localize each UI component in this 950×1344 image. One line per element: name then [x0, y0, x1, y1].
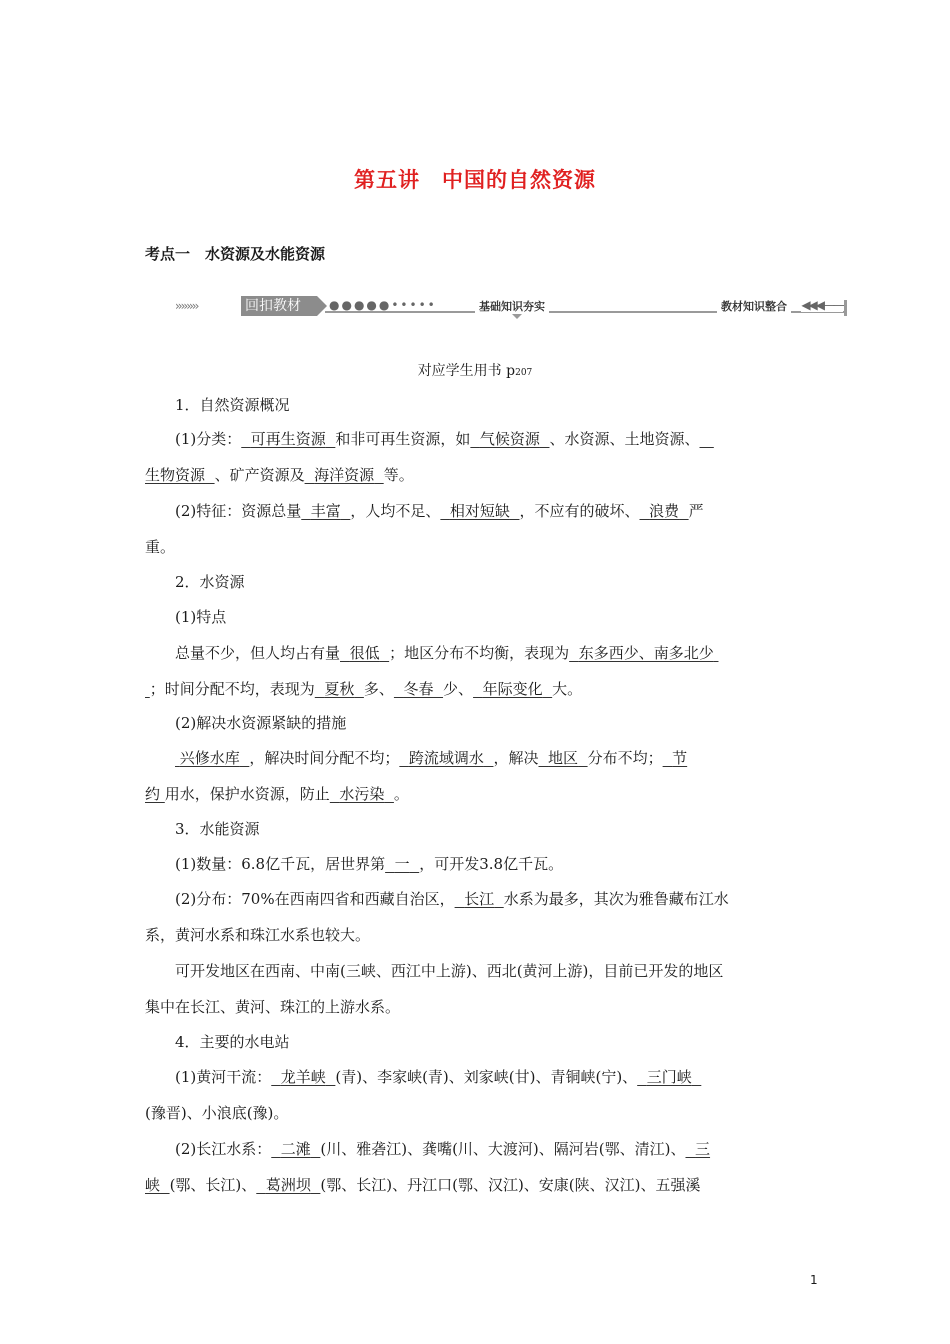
answer-blank — [385, 854, 419, 874]
triangle-down-icon — [512, 314, 522, 319]
text-segment: 。 — [393, 785, 409, 803]
answer-text: 三 — [695, 1140, 711, 1158]
answer-text: 节 — [672, 749, 688, 767]
answer-text: 夏秋 — [324, 680, 355, 698]
answer-blank — [305, 465, 384, 485]
text-line: 集中在长江、黄河、珠江的上游水系。 — [145, 998, 401, 1016]
subheading: (1)特点 — [175, 608, 227, 626]
answer-blank — [241, 429, 335, 449]
answer-blank — [663, 748, 688, 768]
text-line: (豫晋)、小浪底(豫)。 — [145, 1104, 289, 1122]
answer-blank — [640, 501, 689, 521]
banner-middle-label: 基础知识夯实 — [475, 298, 549, 314]
page-title: 第五讲 中国的自然资源 — [354, 168, 596, 192]
answer-text: 生物资源 — [145, 466, 206, 484]
answer-text: 跨流域调水 — [408, 749, 484, 767]
answer-blank — [569, 643, 718, 663]
answer-blank — [145, 1175, 170, 1195]
answer-text: 约 — [145, 785, 161, 803]
answer-text: 海洋资源 — [314, 466, 375, 484]
reference-page: 207 — [515, 368, 533, 378]
text-line — [175, 854, 563, 874]
text-segment: (1)分类： — [175, 430, 242, 448]
answer-blank — [340, 643, 389, 663]
banner-end-bar — [844, 300, 847, 316]
text-segment: (青)、李家峡(青)、刘家峡(甘)、青铜峡(宁)、 — [335, 1068, 638, 1086]
text-segment: 少、 — [443, 680, 474, 698]
answer-blank — [271, 1067, 335, 1087]
answer-text: 兴修水库 — [179, 749, 240, 767]
answer-text: 相对短缺 — [449, 502, 510, 520]
text-segment: ，人均不足、 — [350, 502, 441, 520]
text-segment: (1)数量：6.8亿千瓦，居世界第 — [175, 855, 386, 873]
text-line — [145, 465, 414, 485]
answer-text: 丰富 — [310, 502, 341, 520]
answer-text: 水污染 — [339, 785, 385, 803]
text-segment: 总量不少，但人均占有量 — [175, 644, 341, 662]
text-segment: 、矿产资源及 — [214, 466, 305, 484]
text-segment: 和非可再生资源，如 — [335, 430, 471, 448]
answer-text: 浪费 — [649, 502, 680, 520]
answer-blank — [145, 784, 165, 804]
text-segment: 用水，保护水资源，防止 — [164, 785, 330, 803]
text-segment: (川、雅砻江)、龚嘴(川、大渡河)、隔河岩(鄂、清江)、 — [320, 1140, 686, 1158]
text-line — [145, 1175, 701, 1195]
answer-text: 东多西少、南多北少 — [578, 644, 714, 662]
text-segment: (鄂、长江)、 — [169, 1176, 257, 1194]
section-banner — [175, 296, 847, 318]
text-segment: ；时间分配不均，表现为 — [149, 680, 315, 698]
text-line — [145, 784, 409, 804]
chevrons-right-icon: ›››››››› — [175, 299, 198, 313]
answer-text: 一 — [394, 855, 410, 873]
text-segment: 多、 — [363, 680, 394, 698]
answer-blank — [455, 889, 504, 909]
answer-blank — [700, 429, 714, 449]
answer-text: 年际变化 — [482, 680, 543, 698]
answer-blank — [473, 679, 552, 699]
text-segment: ，解决时间分配不均； — [249, 749, 400, 767]
answer-text: 可再生资源 — [250, 430, 326, 448]
answer-blank — [637, 1067, 701, 1087]
text-segment: 大。 — [552, 680, 583, 698]
text-segment: (2)长江水系： — [175, 1140, 272, 1158]
text-line — [175, 889, 729, 909]
answer-text: 峡 — [145, 1176, 161, 1194]
text-segment: (2)特征：资源总量 — [175, 502, 302, 520]
answer-text: 地区 — [548, 749, 579, 767]
answer-blank — [301, 501, 350, 521]
reference-line — [0, 360, 950, 380]
answer-blank — [685, 1139, 710, 1159]
heading-1: 1．自然资源概况 — [175, 396, 290, 414]
text-segment: 严 — [688, 502, 704, 520]
reference-text: 对应学生用书 p — [417, 363, 516, 379]
answer-blank — [145, 465, 215, 485]
page-number: 1 — [810, 1273, 818, 1287]
section-heading: 考点一 水资源及水能资源 — [145, 245, 326, 263]
text-line — [175, 1067, 701, 1087]
arrows-left-icon: ◀◀◀—— — [801, 298, 843, 312]
text-segment: (2)分布：70%在西南四省和西藏自治区， — [175, 890, 455, 908]
answer-blank — [399, 748, 493, 768]
text-line — [175, 501, 704, 521]
answer-text: 葛洲坝 — [265, 1176, 311, 1194]
answer-blank — [470, 429, 549, 449]
text-line — [175, 643, 718, 663]
answer-blank — [315, 679, 364, 699]
text-line — [175, 429, 714, 449]
answer-blank — [394, 679, 443, 699]
text-line — [145, 679, 582, 699]
answer-blank — [330, 784, 394, 804]
heading-2: 2．水资源 — [175, 573, 245, 591]
text-segment: (1)黄河干流： — [175, 1068, 272, 1086]
answer-blank — [440, 501, 519, 521]
dots-icon: ●●●●●••••• — [329, 298, 437, 312]
banner-tag: 回扣教材 — [241, 296, 317, 316]
text-segment: ，解决 — [493, 749, 539, 767]
banner-right-label: 教材知识整合 — [717, 298, 791, 314]
text-segment: 、水资源、土地资源、 — [549, 430, 700, 448]
text-segment: 分布不均； — [587, 749, 663, 767]
text-line — [175, 1139, 710, 1159]
subheading: (2)解决水资源紧缺的措施 — [175, 714, 347, 732]
text-line: 系，黄河水系和珠江水系也较大。 — [145, 926, 371, 944]
answer-text: 龙羊峡 — [280, 1068, 326, 1086]
answer-text: 二滩 — [280, 1140, 311, 1158]
answer-blank — [175, 748, 249, 768]
answer-text: 很低 — [349, 644, 380, 662]
answer-text: 冬春 — [403, 680, 434, 698]
heading-3: 3．水能资源 — [175, 820, 260, 838]
text-segment: (鄂、长江)、丹江口(鄂、汉江)、安康(陕、汉江)、五强溪 — [320, 1176, 701, 1194]
text-line: 可开发地区在西南、中南(三峡、西江中上游)、西北(黄河上游)，目前已开发的地区 — [175, 962, 724, 980]
answer-text: 三门峡 — [646, 1068, 692, 1086]
text-segment: ，不应有的破坏、 — [519, 502, 640, 520]
text-segment: ，可开发3.8亿千瓦。 — [419, 855, 564, 873]
answer-blank — [256, 1175, 320, 1195]
text-line: 重。 — [145, 538, 176, 556]
text-segment: 水系为最多，其次为雅鲁藏布江水 — [503, 890, 729, 908]
text-segment: ；地区分布不均衡，表现为 — [389, 644, 570, 662]
answer-blank — [271, 1139, 320, 1159]
answer-text: 气候资源 — [479, 430, 540, 448]
answer-text: 长江 — [464, 890, 495, 908]
text-line — [175, 748, 687, 768]
text-segment: 等。 — [383, 466, 414, 484]
heading-4: 4．主要的水电站 — [175, 1033, 290, 1051]
answer-blank — [538, 748, 587, 768]
